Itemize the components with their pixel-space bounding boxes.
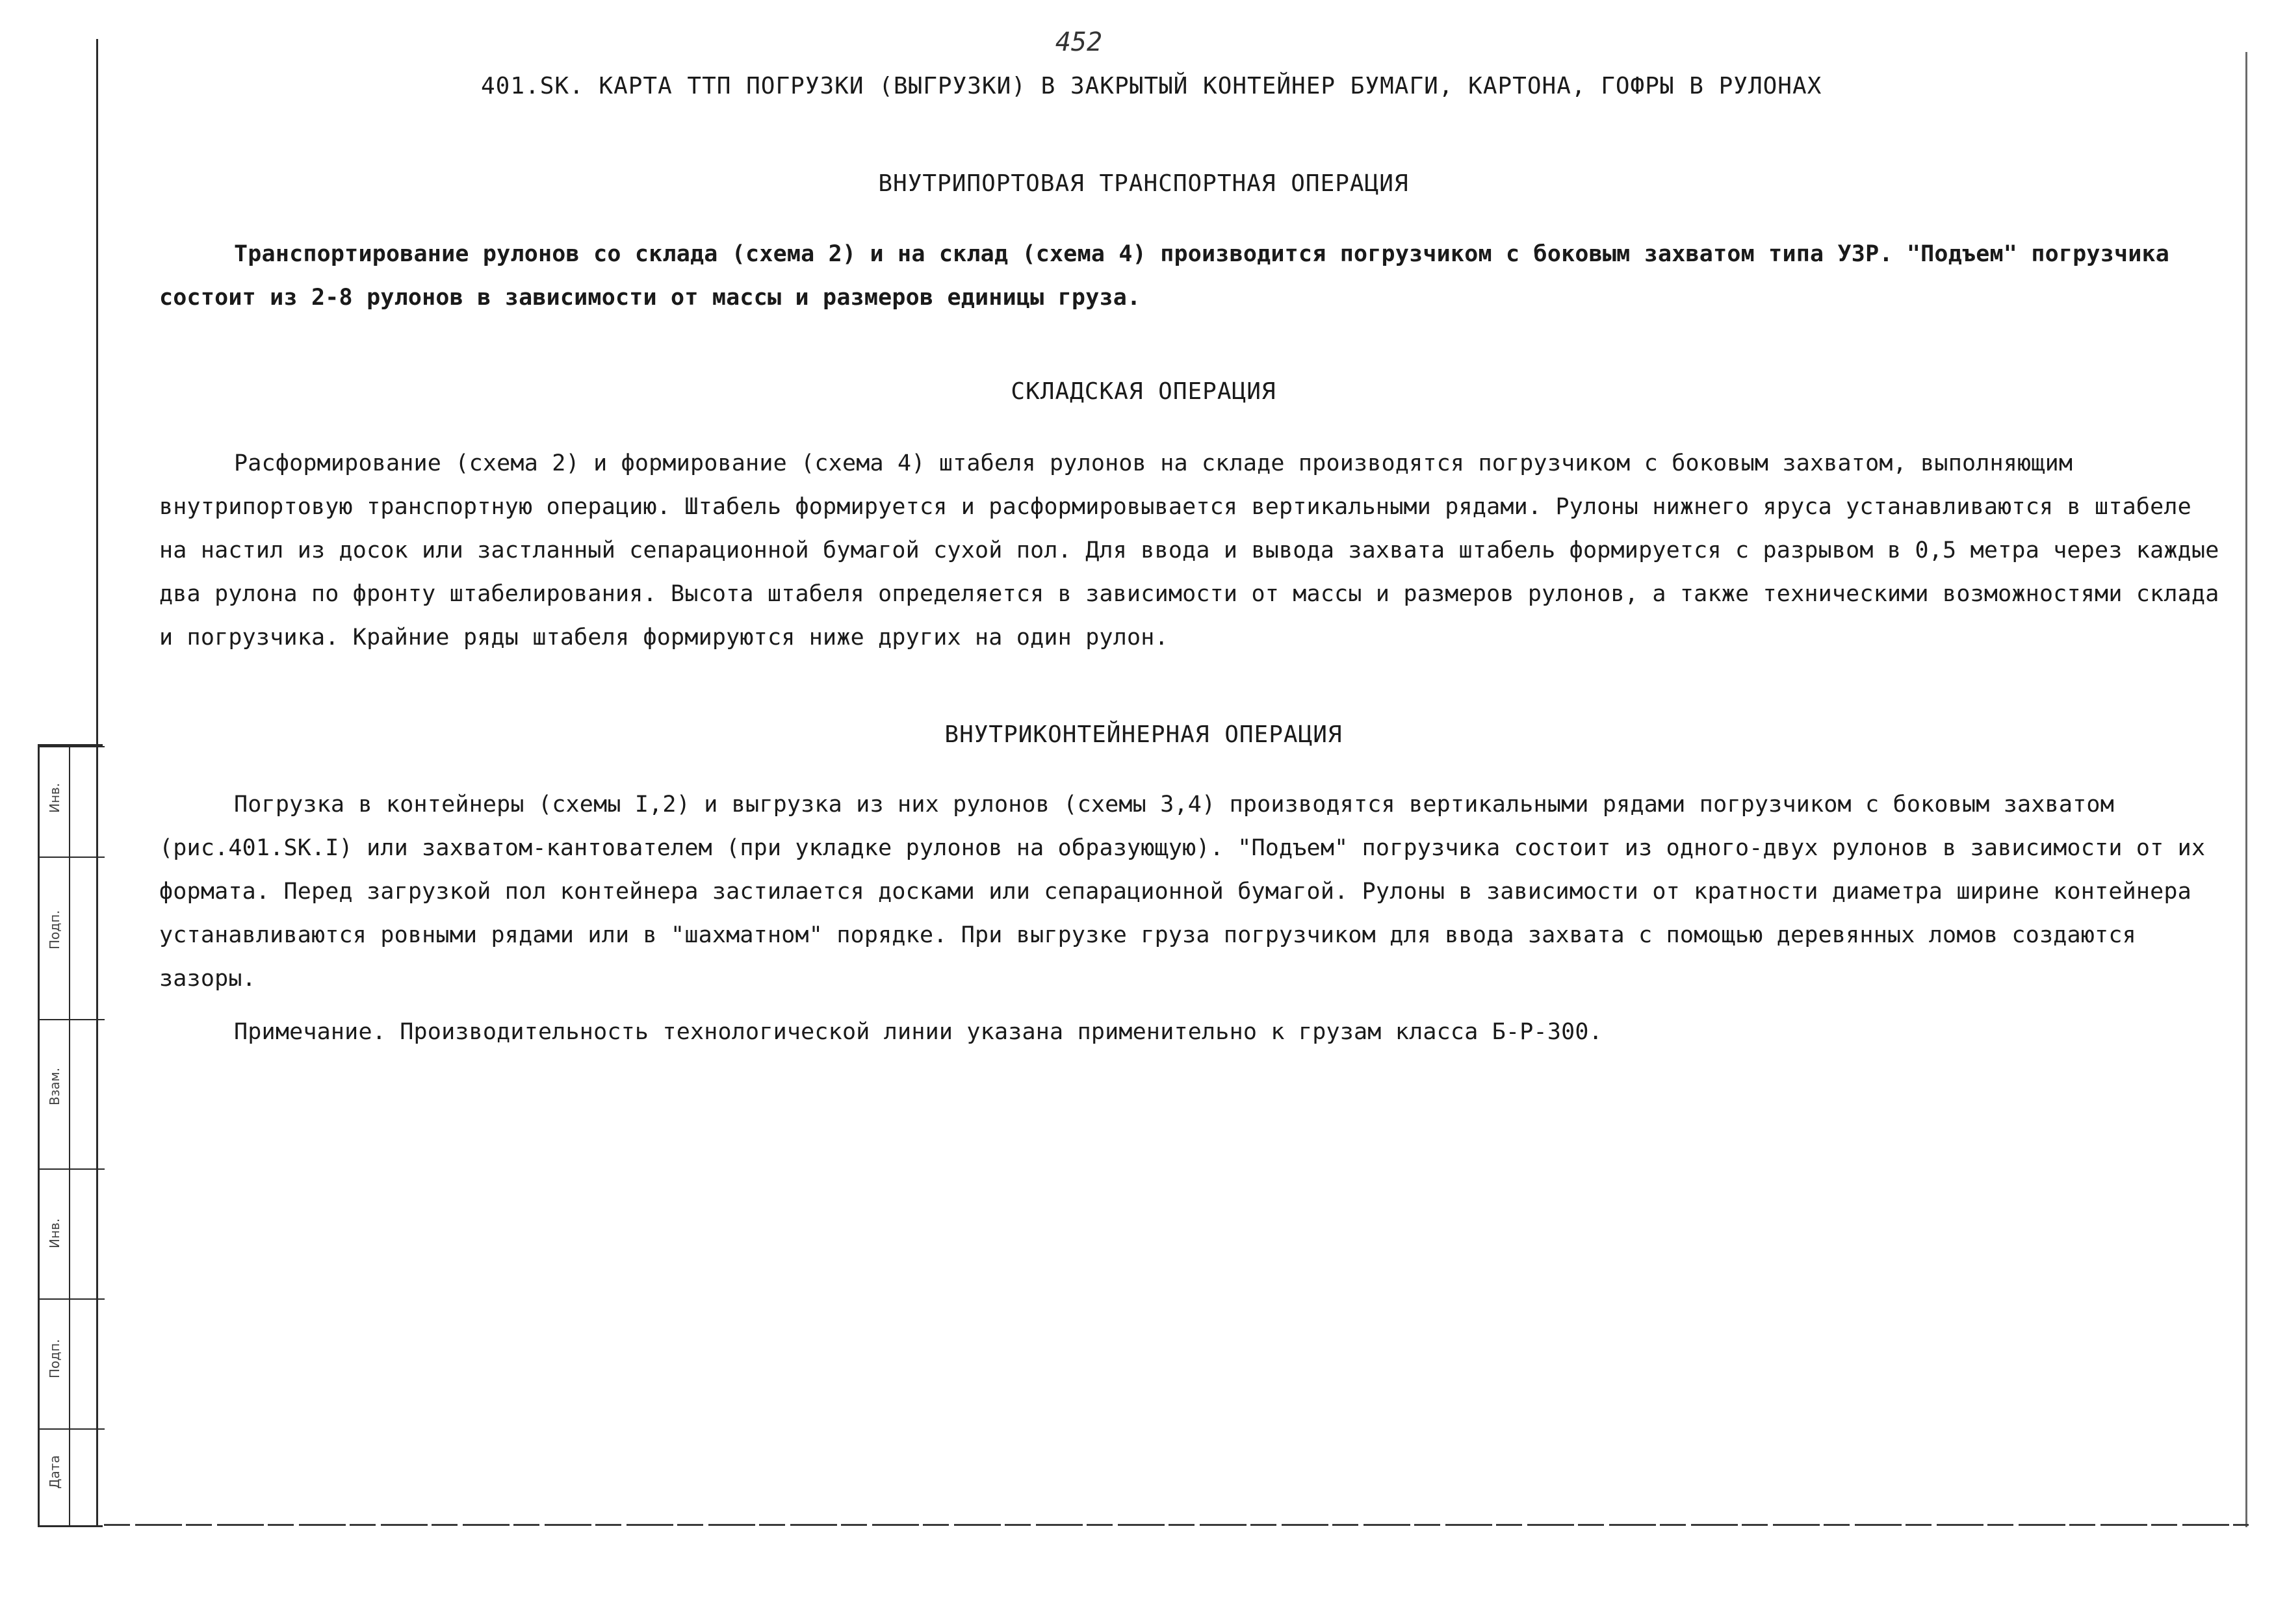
stamp-cell: [40, 1019, 105, 1170]
section-paragraph: Расформирование (схема 2) и формирование (схема 4) штабеля рулонов на складе производятся погрузчиком с боковым захватом, выполняющим внутрипортовую транспортную операцию. Штабель формируется и расформировывается вертикальными рядами. Рулоны нижнего яруса устанавливаются в штабеле на настил из досок или застланный сепарационной бумагой сухой пол. Для ввода и вывода захвата штабель формируется с разрывом в 0,5 метра через каждые два рулона по фронту штабелирования. Высота штабеля определяется в зависимости от массы и размеров рулонов, а также техническими возможностями склада и погрузчика. Крайние ряды штабеля формируются ниже других на один рулон.: [159, 450, 2219, 651]
stamp-label: Взам.: [47, 1067, 62, 1105]
stamp-label: Инв.: [47, 782, 62, 813]
section-heading: ВНУТРИПОРТОВАЯ ТРАНСПОРТНАЯ ОПЕРАЦИЯ: [878, 170, 1409, 197]
stamp-label: Подп.: [47, 1339, 62, 1378]
frame-bottom-line: [104, 1524, 2249, 1526]
stamp-column: [38, 744, 103, 1527]
note-paragraph: Примечание. Производительность технологической линии указана применительно к грузам класса Б-Р-300.: [234, 1019, 1603, 1045]
section-paragraph: Транспортирование рулонов со склада (схема 2) и на склад (схема 4) производится погрузчиком с боковым захватом типа УЗР. "Подъем" погрузчика состоит из 2-8 рулонов в зависимости от массы и размеров единицы груза.: [159, 241, 2170, 311]
stamp-cell: [40, 1298, 105, 1430]
stamp-label: Дата: [47, 1455, 62, 1489]
stamp-cell: [40, 857, 105, 1020]
section-heading: СКЛАДСКАЯ ОПЕРАЦИЯ: [1011, 378, 1276, 405]
document-title: 401.SK. КАРТА ТТП ПОГРУЗКИ (ВЫГРУЗКИ) В ЗАКРЫТЫЙ КОНТЕЙНЕР БУМАГИ, КАРТОНА, ГОФРЫ В РУЛОНАХ: [481, 73, 1822, 99]
stamp-label: Подп.: [47, 910, 62, 949]
page-number: 452: [1055, 27, 1103, 57]
section-heading: ВНУТРИКОНТЕЙНЕРНАЯ ОПЕРАЦИЯ: [944, 721, 1343, 748]
stamp-cell: [40, 1168, 105, 1300]
stamp-label: Инв.: [47, 1218, 62, 1248]
section-paragraph: Погрузка в контейнеры (схемы I,2) и выгрузка из них рулонов (схемы 3,4) производятся вертикальными рядами погрузчиком с боковым захватом (рис.401.SK.I) или захватом-кантователем (при укладке рулонов на образующую). "Подъем" погрузчика состоит из одного-двух рулонов в зависимости от их формата. Перед загрузкой пол контейнера застилается досками или сепарационной бумагой. Рулоны в зависимости от кратности диаметра ширине контейнера устанавливаются ровными рядами или в "шахматном" порядке. При выгрузке груза погрузчиком для ввода захвата с помощью деревянных ломов создаются зазоры.: [159, 792, 2206, 992]
stamp-cell: [40, 746, 105, 858]
frame-right-line: [2245, 52, 2247, 1527]
stamp-cell: [40, 1428, 105, 1527]
